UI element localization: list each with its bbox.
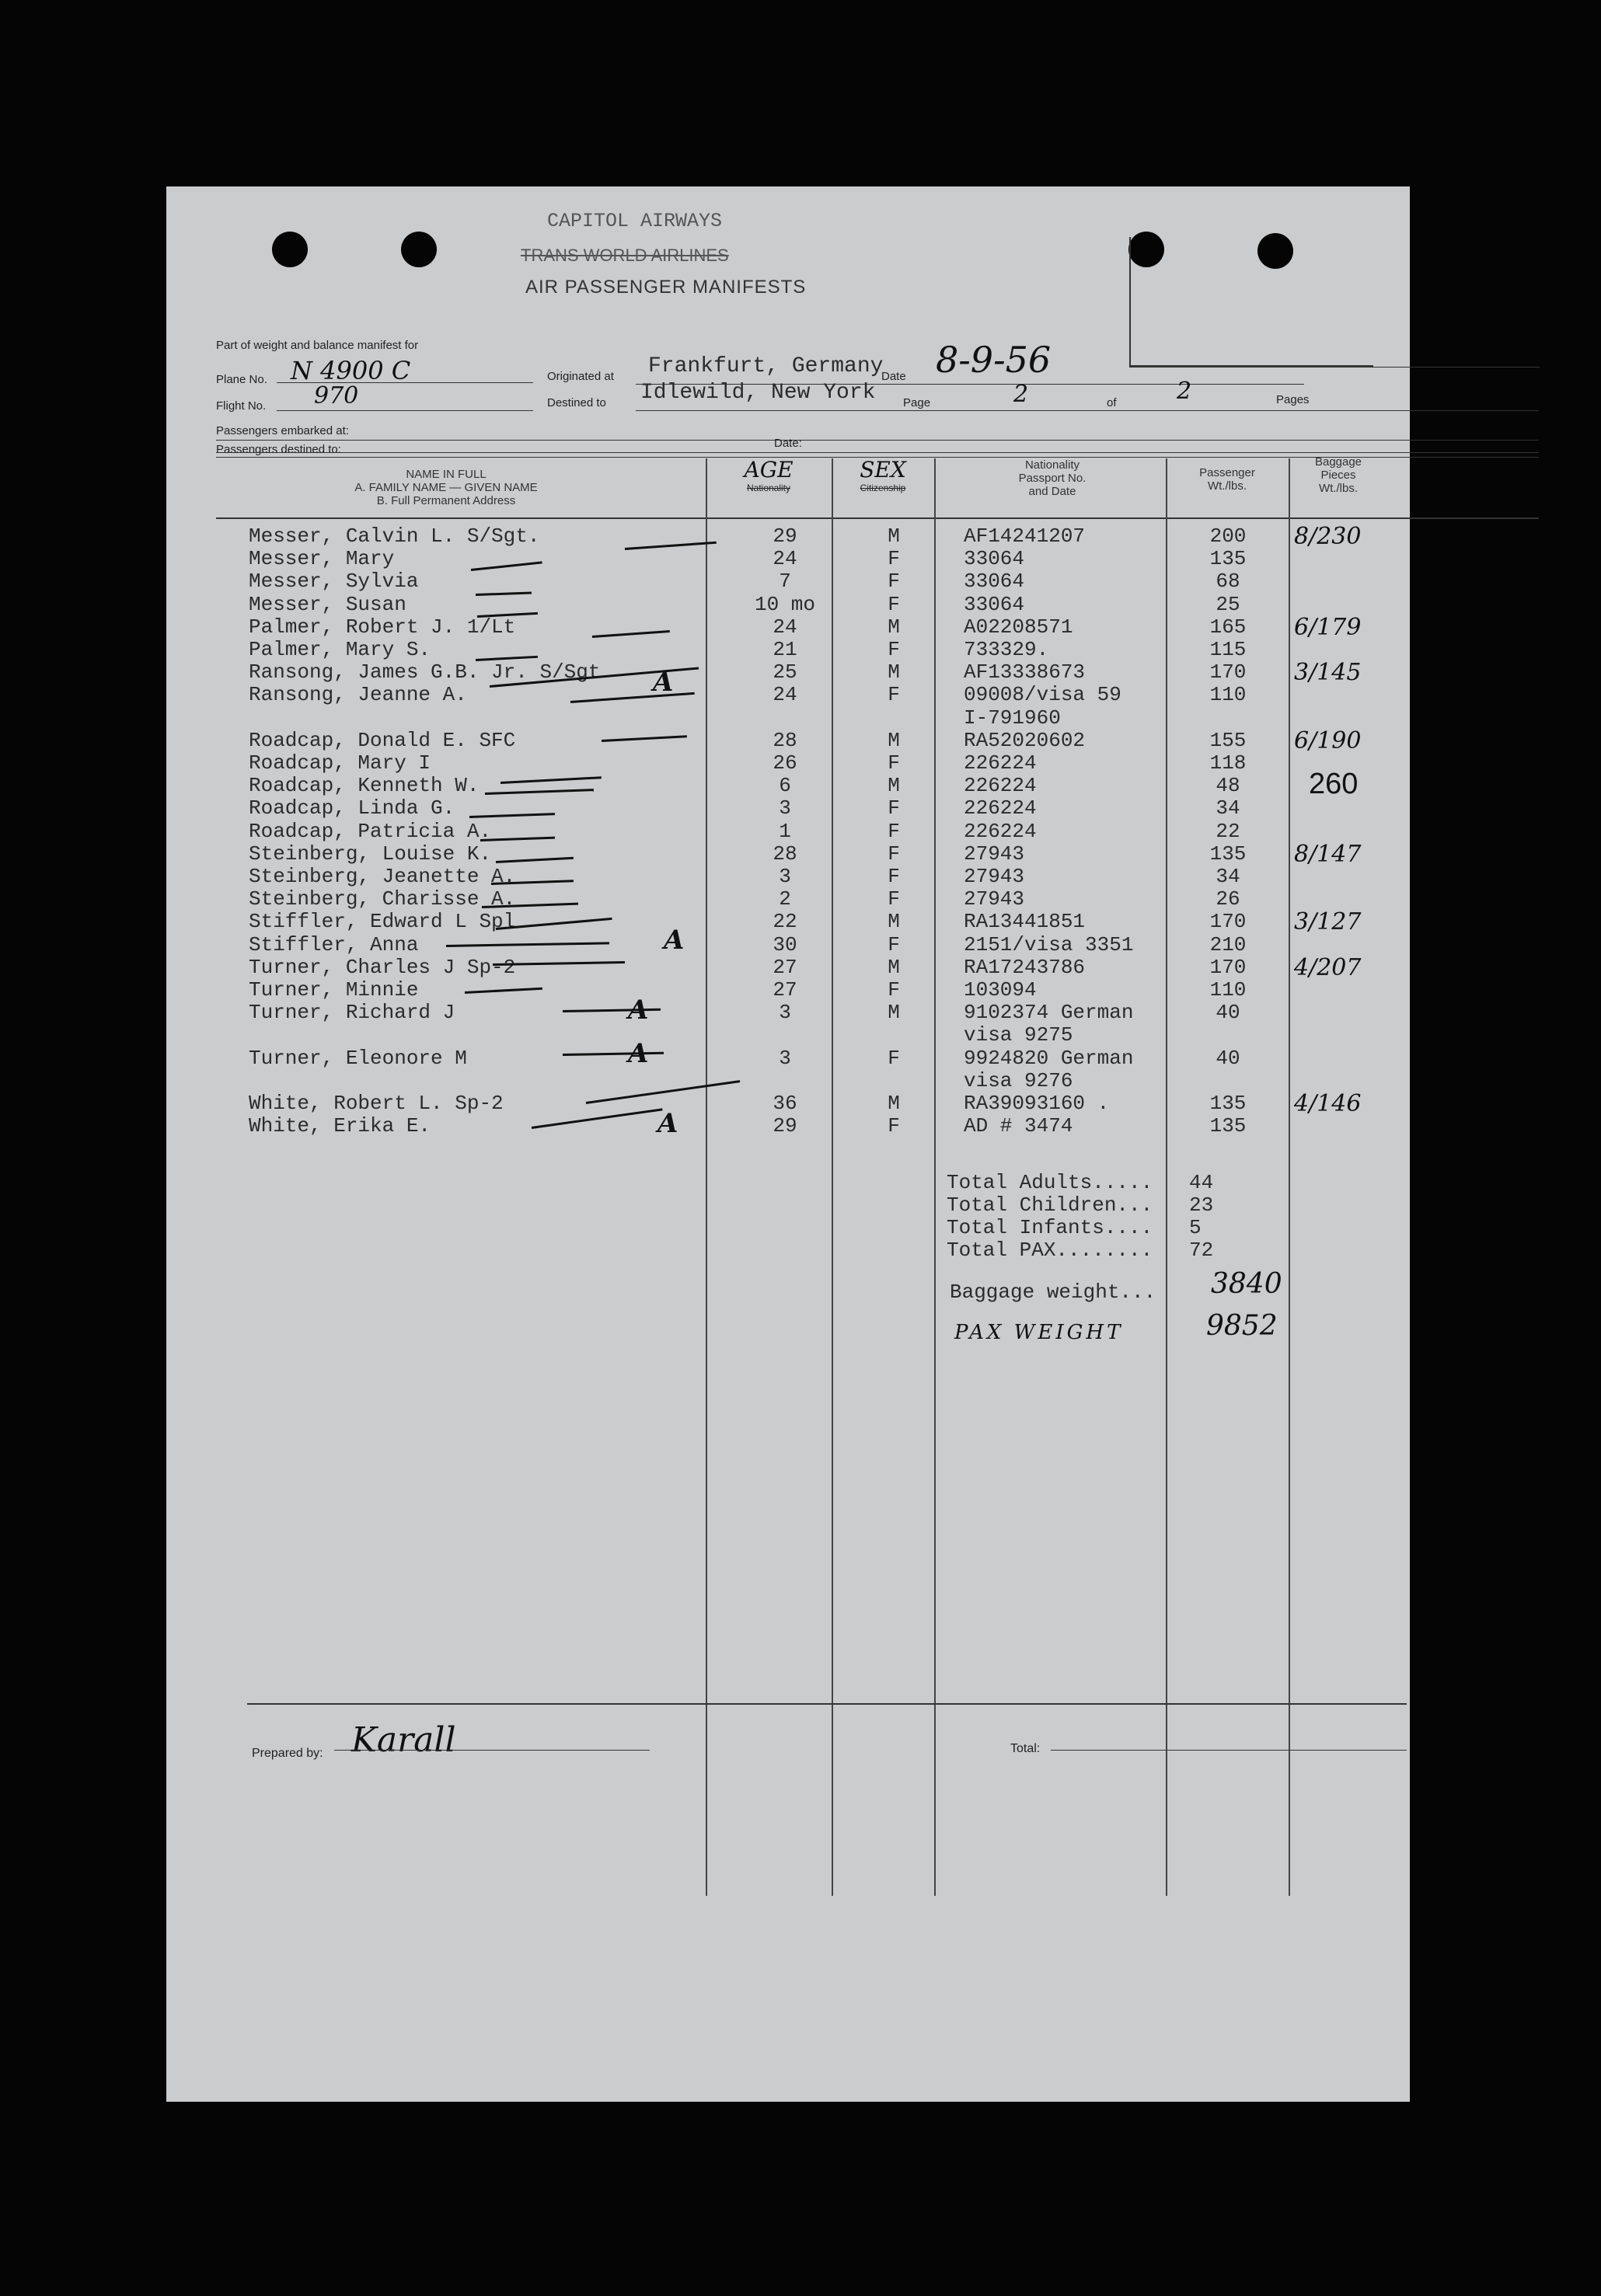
passenger-passport: I-791960 xyxy=(964,706,1061,730)
passenger-passport: visa 9275 xyxy=(964,1023,1073,1047)
passenger-age: 29 xyxy=(773,1114,797,1138)
passenger-age: 24 xyxy=(773,547,797,571)
passenger-age: 3 xyxy=(779,1046,791,1070)
passenger-passport: 226224 xyxy=(964,796,1037,820)
passenger-passport: RA39093160 . xyxy=(964,1092,1110,1115)
passenger-weight: 25 xyxy=(1216,592,1240,616)
passenger-row xyxy=(0,594,1601,616)
passenger-name: Roadcap, Kenneth W. xyxy=(249,774,480,798)
of-value: 2 xyxy=(1177,378,1192,405)
passenger-row xyxy=(0,613,1601,641)
passenger-weight: 22 xyxy=(1216,819,1240,843)
passenger-name: Palmer, Robert J. 1/Lt xyxy=(249,615,516,639)
passenger-baggage: 4/146 xyxy=(1294,1090,1362,1117)
passenger-weight: 115 xyxy=(1209,638,1247,661)
passenger-passport: RA52020602 xyxy=(964,728,1086,752)
passenger-weight: 210 xyxy=(1209,932,1247,956)
passenger-age: 10 mo xyxy=(754,592,815,616)
passenger-weight: 48 xyxy=(1216,774,1240,798)
passenger-sex: F xyxy=(888,1114,900,1138)
passenger-name: Stiffler, Anna xyxy=(249,932,419,956)
passenger-passport: AF14241207 xyxy=(964,524,1086,548)
passenger-sex: M xyxy=(888,1092,900,1115)
total-label: Total: xyxy=(1010,1742,1041,1755)
baggage-weight-value: 3840 xyxy=(1211,1268,1282,1300)
passenger-weight: 68 xyxy=(1216,570,1240,594)
passenger-name: White, Erika E. xyxy=(249,1114,431,1138)
plane-label: Plane No. xyxy=(216,373,267,386)
total-value: 5 xyxy=(1189,1216,1202,1239)
passenger-age: 27 xyxy=(773,978,797,1002)
passenger-weight: 165 xyxy=(1209,615,1247,639)
passenger-weight: 26 xyxy=(1216,887,1240,911)
passenger-row xyxy=(0,934,1601,956)
passenger-row xyxy=(0,1115,1601,1138)
part-of-label: Part of weight and balance manifest for xyxy=(216,339,419,352)
total-label: Total Infants.... xyxy=(947,1216,1153,1239)
passenger-row xyxy=(0,840,1601,868)
name-column-header: NAME IN FULL A. FAMILY NAME — GIVEN NAME B. Full Permanent Address xyxy=(354,468,538,507)
total-value: 23 xyxy=(1189,1193,1214,1217)
passenger-weight: 135 xyxy=(1209,1092,1247,1115)
passenger-weight: 135 xyxy=(1209,547,1247,571)
passenger-name: Turner, Minnie xyxy=(249,978,419,1002)
passenger-weight: 170 xyxy=(1209,910,1247,934)
sex-column-header: SEX Citizenship xyxy=(860,457,906,493)
passenger-sex: F xyxy=(888,978,900,1002)
passenger-baggage: 4/207 xyxy=(1294,953,1362,981)
passenger-row xyxy=(0,1092,1601,1115)
passenger-name: Roadcap, Mary I xyxy=(249,751,431,775)
passenger-row xyxy=(0,548,1601,570)
date2-label: Date: xyxy=(774,437,802,450)
passenger-passport: 103094 xyxy=(964,978,1037,1002)
flight-value: 970 xyxy=(314,382,359,409)
passenger-weight: 200 xyxy=(1209,524,1247,548)
passenger-sex: M xyxy=(888,660,900,685)
passenger-age: 27 xyxy=(773,955,797,979)
passenger-age: 26 xyxy=(773,751,797,775)
passenger-baggage: 3/145 xyxy=(1294,659,1362,687)
passenger-name: Messer, Calvin L. S/Sgt. xyxy=(249,524,540,548)
passenger-age: 3 xyxy=(779,865,791,888)
passenger-weight: 135 xyxy=(1209,841,1247,866)
passenger-passport: 33064 xyxy=(964,547,1025,571)
hand-mark-a: A xyxy=(653,667,674,698)
passenger-age: 29 xyxy=(773,524,797,548)
passenger-passport: 09008/visa 59 xyxy=(964,683,1121,707)
passenger-age: 1 xyxy=(779,819,791,843)
passenger-row xyxy=(0,908,1601,936)
passenger-name: Stiffler, Edward L Spl xyxy=(249,910,516,934)
passenger-name: Roadcap, Donald E. SFC xyxy=(249,728,516,752)
passenger-passport: 27943 xyxy=(964,865,1025,888)
passenger-weight: 40 xyxy=(1216,1001,1240,1025)
passenger-name: Steinberg, Charisse A. xyxy=(249,887,516,911)
passenger-sex: F xyxy=(888,547,900,571)
crossed-out-airline: TRANS WORLD AIRLINES xyxy=(521,246,729,265)
weight-column-header: Passenger Wt./lbs. xyxy=(1199,466,1255,493)
passenger-sex: F xyxy=(888,638,900,661)
passenger-sex: F xyxy=(888,1046,900,1070)
manifest-sheet xyxy=(166,186,1410,2102)
passenger-passport: 2151/visa 3351 xyxy=(964,932,1134,956)
originated-label: Originated at xyxy=(547,370,614,383)
passenger-row xyxy=(0,775,1601,797)
embarked-label: Passengers embarked at: xyxy=(216,424,349,437)
passenger-passport: AD # 3474 xyxy=(964,1114,1073,1138)
prepared-by-value: Karall xyxy=(351,1720,456,1760)
passenger-weight: 40 xyxy=(1216,1046,1240,1070)
passenger-name: Steinberg, Louise K. xyxy=(249,841,492,866)
passenger-row xyxy=(0,820,1601,843)
passenger-sex: M xyxy=(888,1001,900,1025)
flight-label: Flight No. xyxy=(216,399,267,413)
passenger-row xyxy=(0,525,1601,548)
date-value: 8-9-56 xyxy=(936,339,1052,381)
passenger-sex: M xyxy=(888,955,900,979)
form-title: AIR PASSENGER MANIFESTS xyxy=(525,277,807,298)
passenger-age: 6 xyxy=(779,774,791,798)
passenger-age: 3 xyxy=(779,796,791,820)
passenger-passport: A02208571 xyxy=(964,615,1073,639)
company-name: CAPITOL AIRWAYS xyxy=(547,210,723,232)
hand-mark-a: A xyxy=(628,995,649,1026)
passenger-row xyxy=(0,1002,1601,1024)
passenger-age: 30 xyxy=(773,932,797,956)
passenger-row xyxy=(0,866,1601,888)
passenger-weight: 34 xyxy=(1216,865,1240,888)
page-label: Page xyxy=(903,396,931,409)
passenger-age: 25 xyxy=(773,660,797,685)
destined-label: Destined to xyxy=(547,396,606,409)
passenger-passport: RA13441851 xyxy=(964,910,1086,934)
passenger-sex: F xyxy=(888,865,900,888)
destined-value: Idlewild, New York xyxy=(640,381,876,405)
pax-weight-label: PAX WEIGHT xyxy=(954,1321,1124,1344)
passenger-row xyxy=(0,726,1601,754)
passenger-sex: M xyxy=(888,728,900,752)
total-value: 44 xyxy=(1189,1171,1214,1194)
passenger-name: Turner, Richard J xyxy=(249,1001,455,1025)
passenger-name: Messer, Sylvia xyxy=(249,570,419,594)
originated-value: Frankfurt, Germany xyxy=(648,354,884,378)
total-label: Total Adults..... xyxy=(947,1171,1153,1194)
passenger-age: 28 xyxy=(773,728,797,752)
passenger-row xyxy=(0,570,1601,593)
pages-label: Pages xyxy=(1276,393,1310,406)
passenger-row xyxy=(0,659,1601,687)
passenger-sex: F xyxy=(888,887,900,911)
passenger-age: 22 xyxy=(773,910,797,934)
passenger-weight: 34 xyxy=(1216,796,1240,820)
passenger-name: Steinberg, Jeanette A. xyxy=(249,865,516,888)
passenger-row xyxy=(0,639,1601,661)
passenger-baggage: 8/147 xyxy=(1294,840,1362,868)
passenger-sex: M xyxy=(888,774,900,798)
baggage-weight-label: Baggage weight... xyxy=(950,1280,1156,1304)
passenger-sex: F xyxy=(888,683,900,707)
prepared-by-label: Prepared by: xyxy=(252,1747,323,1760)
passenger-row xyxy=(0,1024,1601,1047)
passenger-sex: M xyxy=(888,910,900,934)
passenger-baggage: 6/179 xyxy=(1294,613,1362,641)
passenger-age: 28 xyxy=(773,841,797,866)
passenger-weight: 170 xyxy=(1209,660,1247,685)
passenger-passport: 33064 xyxy=(964,570,1025,594)
passenger-row xyxy=(0,752,1601,775)
total-value: 72 xyxy=(1189,1239,1214,1262)
passenger-name: Messer, Susan xyxy=(249,592,406,616)
passenger-sex: M xyxy=(888,524,900,548)
passenger-name: White, Robert L. Sp-2 xyxy=(249,1092,504,1115)
baggage-column-header: Baggage Pieces Wt./lbs. xyxy=(1314,455,1362,495)
plane-value: N 4900 C xyxy=(291,356,411,385)
passenger-passport: 27943 xyxy=(964,841,1025,866)
passenger-name: Turner, Eleonore M xyxy=(249,1046,467,1070)
passenger-passport: 733329. xyxy=(964,638,1049,661)
passenger-row xyxy=(0,707,1601,730)
passenger-row xyxy=(0,888,1601,911)
passenger-name: Roadcap, Linda G. xyxy=(249,796,455,820)
passenger-sex: F xyxy=(888,570,900,594)
passenger-passport: 226224 xyxy=(964,774,1037,798)
passenger-name: Palmer, Mary S. xyxy=(249,638,431,661)
passenger-passport: AF13338673 xyxy=(964,660,1086,685)
total-label: Total PAX........ xyxy=(947,1239,1153,1262)
passenger-weight: 110 xyxy=(1209,978,1247,1002)
passenger-row xyxy=(0,797,1601,820)
passenger-weight: 110 xyxy=(1209,683,1247,707)
page-value: 2 xyxy=(1013,381,1029,408)
passenger-sex: F xyxy=(888,796,900,820)
of-label: of xyxy=(1107,396,1117,409)
passenger-weight: 118 xyxy=(1209,751,1247,775)
passenger-passport: 226224 xyxy=(964,819,1037,843)
passenger-passport: 226224 xyxy=(964,751,1037,775)
age-column-header: AGE Nationality xyxy=(744,457,794,493)
passenger-weight: 155 xyxy=(1209,728,1247,752)
total-label: Total Children... xyxy=(947,1193,1153,1217)
pax-weight-value: 9852 xyxy=(1206,1310,1278,1342)
passenger-name: Turner, Charles J Sp-2 xyxy=(249,955,516,979)
passenger-sex: F xyxy=(888,819,900,843)
hand-mark-a: A xyxy=(664,925,685,956)
passenger-age: 24 xyxy=(773,615,797,639)
hand-mark-a: A xyxy=(628,1038,649,1069)
passenger-name: Messer, Mary xyxy=(249,547,395,571)
passenger-age: 21 xyxy=(773,638,797,661)
passenger-passport: 33064 xyxy=(964,592,1025,616)
passenger-baggage: 6/190 xyxy=(1294,726,1362,754)
passenger-age: 2 xyxy=(779,887,791,911)
date-label: Date xyxy=(881,370,906,383)
passenger-age: 36 xyxy=(773,1092,797,1115)
hand-mark-a: A xyxy=(657,1108,678,1139)
destined-passengers-label: Passengers destined to: xyxy=(216,443,341,456)
passenger-sex: M xyxy=(888,615,900,639)
passenger-passport: RA17243786 xyxy=(964,955,1086,979)
passenger-sex: F xyxy=(888,751,900,775)
passenger-passport: 9102374 German xyxy=(964,1001,1134,1025)
passenger-row xyxy=(0,1047,1601,1070)
passenger-sex: F xyxy=(888,841,900,866)
passenger-weight: 170 xyxy=(1209,955,1247,979)
passport-column-header: Nationality Passport No. and Date xyxy=(1018,458,1087,498)
passenger-row xyxy=(0,1070,1601,1092)
passenger-weight: 135 xyxy=(1209,1114,1247,1138)
passenger-name: Roadcap, Patricia A. xyxy=(249,819,492,843)
passenger-name: Ransong, Jeanne A. xyxy=(249,683,467,707)
passenger-passport: visa 9276 xyxy=(964,1068,1073,1092)
passenger-passport: 9924820 German xyxy=(964,1046,1134,1070)
baggage-note-260: 260 xyxy=(1309,768,1359,800)
passenger-passport: 27943 xyxy=(964,887,1025,911)
passenger-name: Ransong, James G.B. Jr. S/Sgt xyxy=(249,660,601,685)
passenger-age: 24 xyxy=(773,683,797,707)
passenger-sex: F xyxy=(888,592,900,616)
passenger-row xyxy=(0,953,1601,981)
passenger-row xyxy=(0,979,1601,1002)
passenger-age: 7 xyxy=(779,570,791,594)
passenger-row xyxy=(0,684,1601,706)
passenger-age: 3 xyxy=(779,1001,791,1025)
passenger-baggage: 3/127 xyxy=(1294,908,1362,936)
passenger-baggage: 8/230 xyxy=(1294,523,1362,550)
passenger-sex: F xyxy=(888,932,900,956)
